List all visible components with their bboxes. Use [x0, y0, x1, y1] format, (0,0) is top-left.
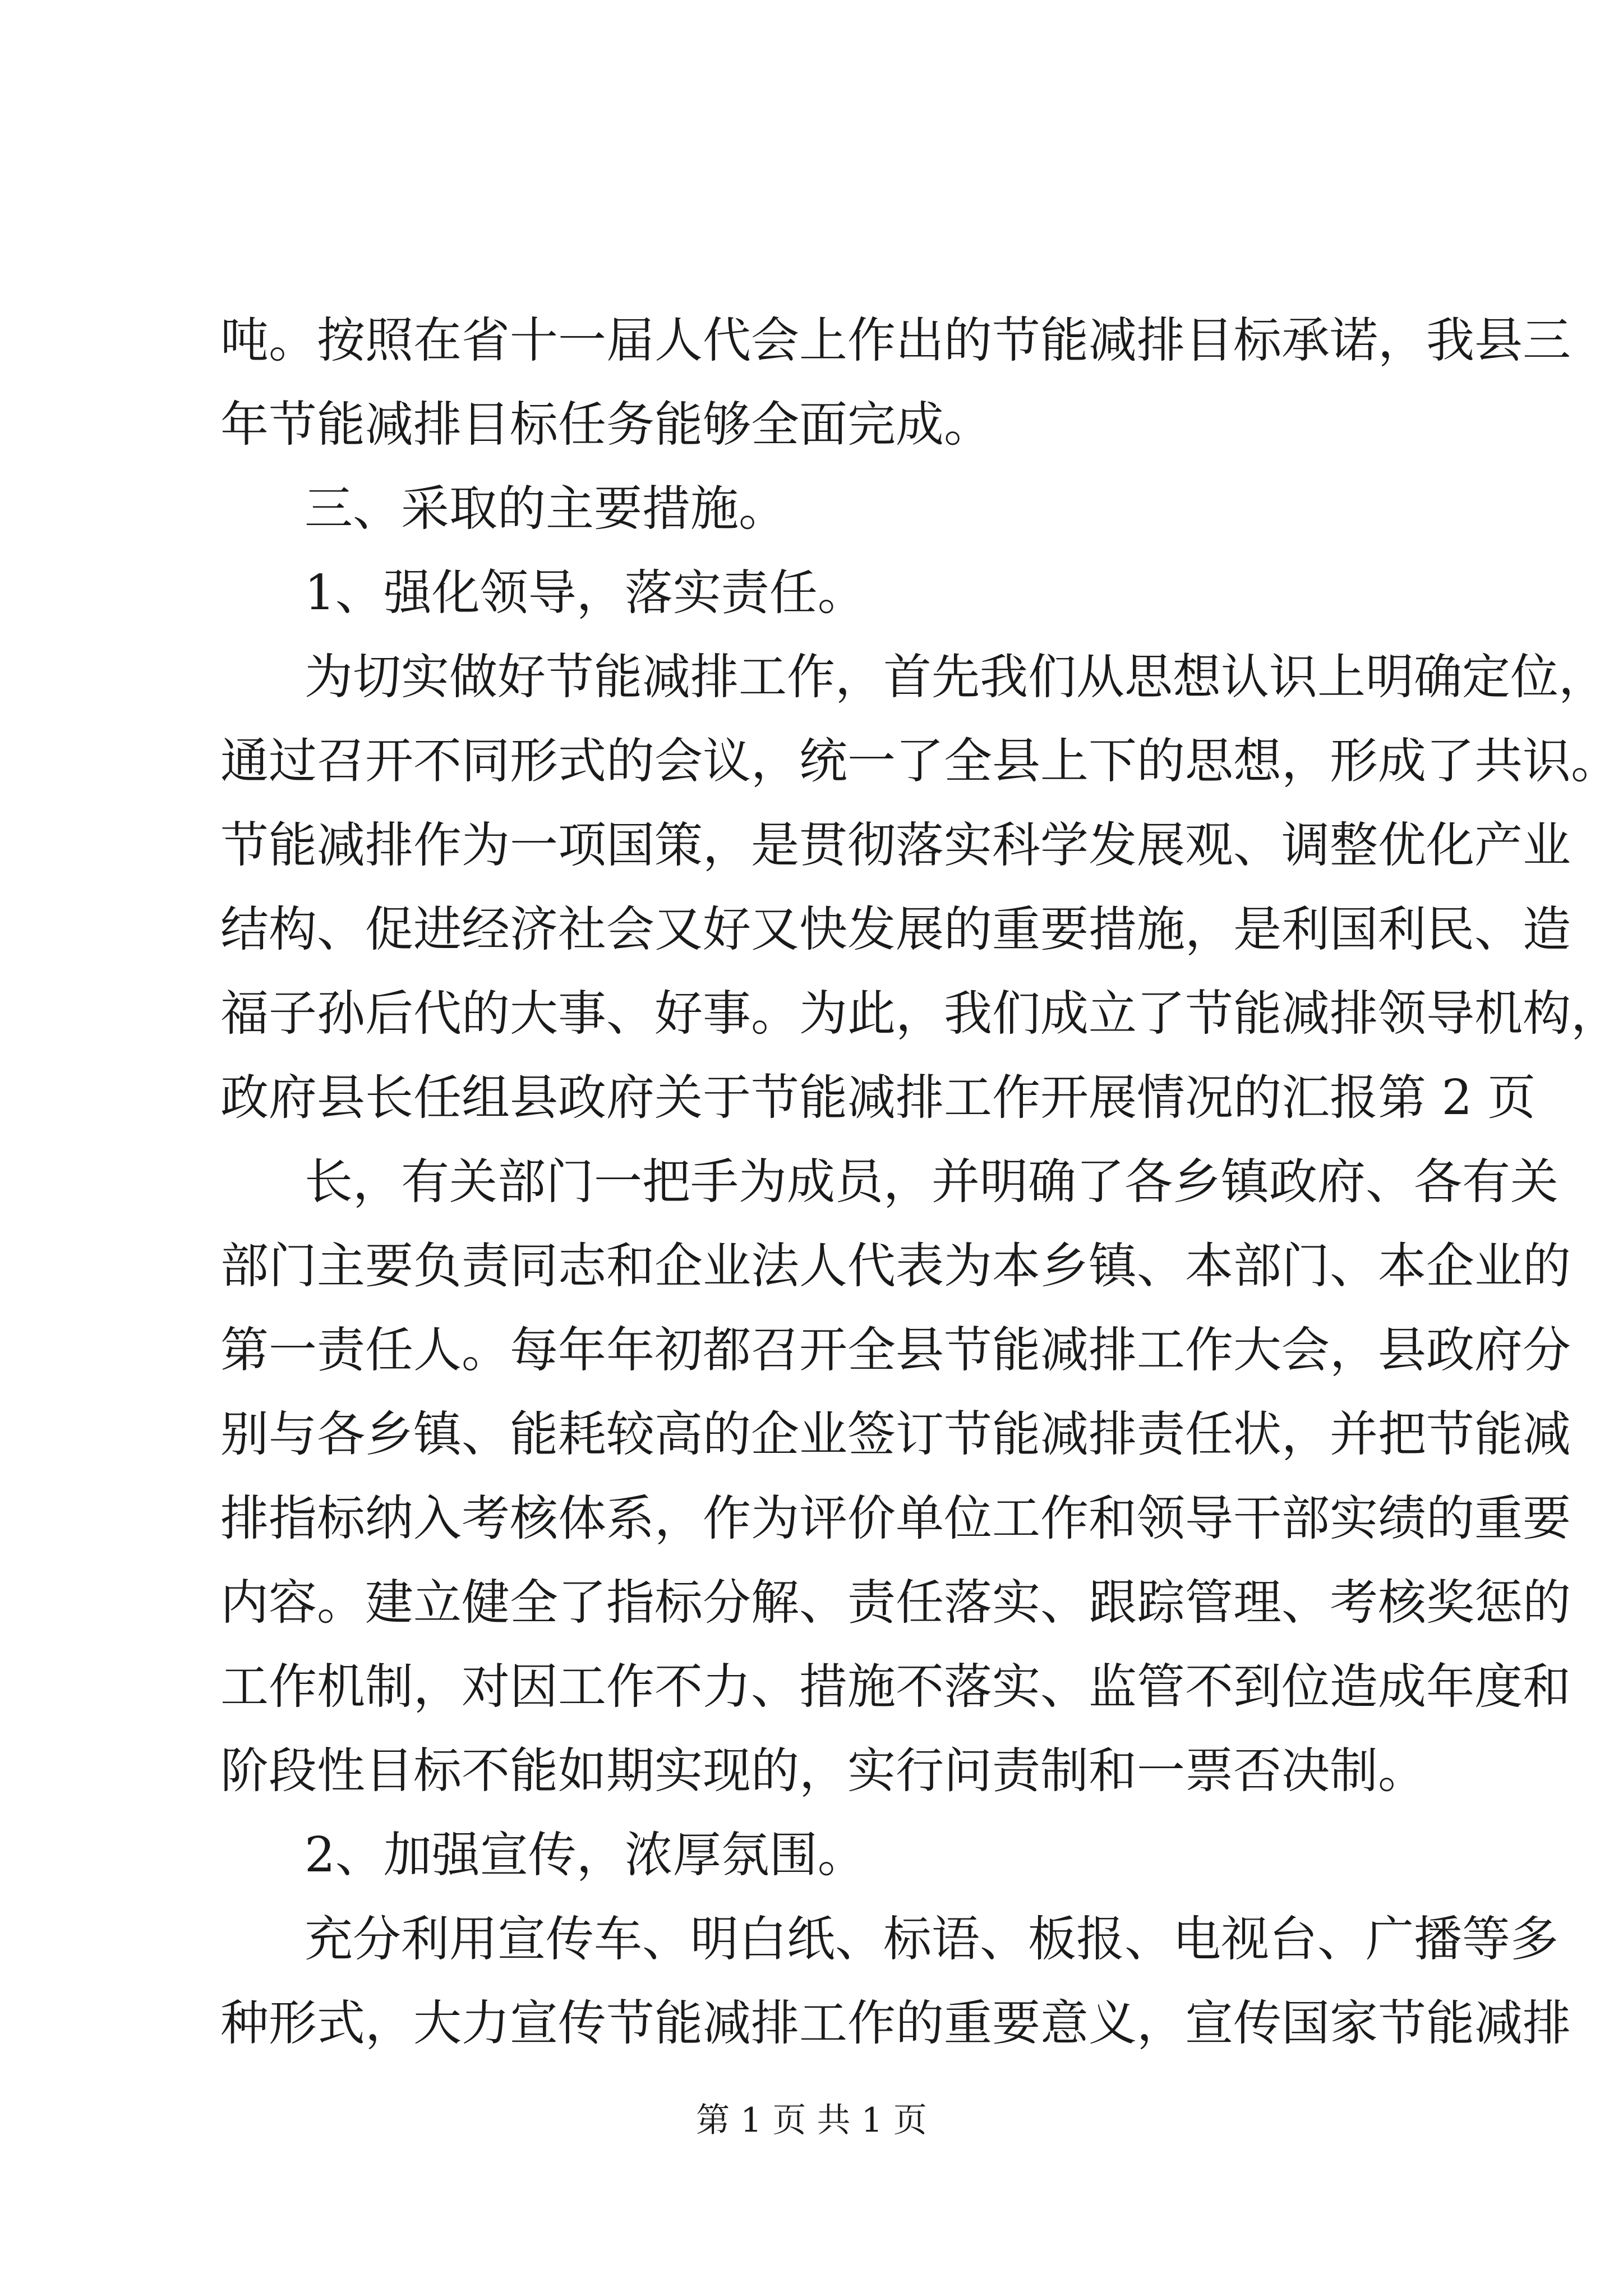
text-line: 充分利用宣传车、明白纸、标语、板报、电视台、广播等多: [305, 1911, 1559, 1967]
text-line: 部门主要负责同志和企业法人代表为本乡镇、本部门、本企业的: [220, 1238, 1571, 1294]
text-line: 通过召开不同形式的会议，统一了全县上下的思想，形成了共识。: [220, 733, 1619, 789]
text-line: 为切实做好节能减排工作，首先我们从思想认识上明确定位，: [305, 649, 1607, 705]
text-line: 结构、促进经济社会又好又快发展的重要措施，是利国利民、造: [220, 901, 1571, 958]
text-line: 种形式，大力宣传节能减排工作的重要意义，宣传国家节能减排: [220, 1995, 1571, 2051]
text-line: 阶段性目标不能如期实现的，实行问责制和一票否决制。: [220, 1743, 1426, 1799]
subsection-heading: 2、加强宣传，浓厚氛围。: [305, 1827, 866, 1883]
text-line: 年节能减排目标任务能够全面完成。: [220, 397, 992, 453]
text-line: 排指标纳入考核体系，作为评价单位工作和领导干部实绩的重要: [220, 1490, 1571, 1547]
text-line: 节能减排作为一项国策，是贯彻落实科学发展观、调整优化产业: [220, 817, 1571, 873]
text-line: 工作机制，对因工作不力、措施不落实、监管不到位造成年度和: [220, 1659, 1571, 1715]
text-line: 政府县长任组县政府关于节能减排工作开展情况的汇报第 2 页: [220, 1070, 1536, 1126]
section-heading: 三、采取的主要措施。: [305, 481, 787, 537]
text-line: 长，有关部门一把手为成员，并明确了各乡镇政府、各有关: [305, 1154, 1559, 1210]
text-line: 内容。建立健全了指标分解、责任落实、跟踪管理、考核奖惩的: [220, 1575, 1571, 1631]
text-line: 别与各乡镇、能耗较高的企业签订节能减排责任状，并把节能减: [220, 1406, 1571, 1462]
subsection-heading: 1、强化领导，落实责任。: [305, 565, 866, 621]
text-line: 福子孙后代的大事、好事。为此，我们成立了节能减排领导机构，: [220, 986, 1619, 1042]
text-line: 吨。按照在省十一届人代会上作出的节能减排目标承诺，我县三: [220, 312, 1571, 369]
text-line: 第一责任人。每年年初都召开全县节能减排工作大会，县政府分: [220, 1322, 1571, 1378]
page-footer: 第 1 页 共 1 页: [696, 2101, 927, 2140]
